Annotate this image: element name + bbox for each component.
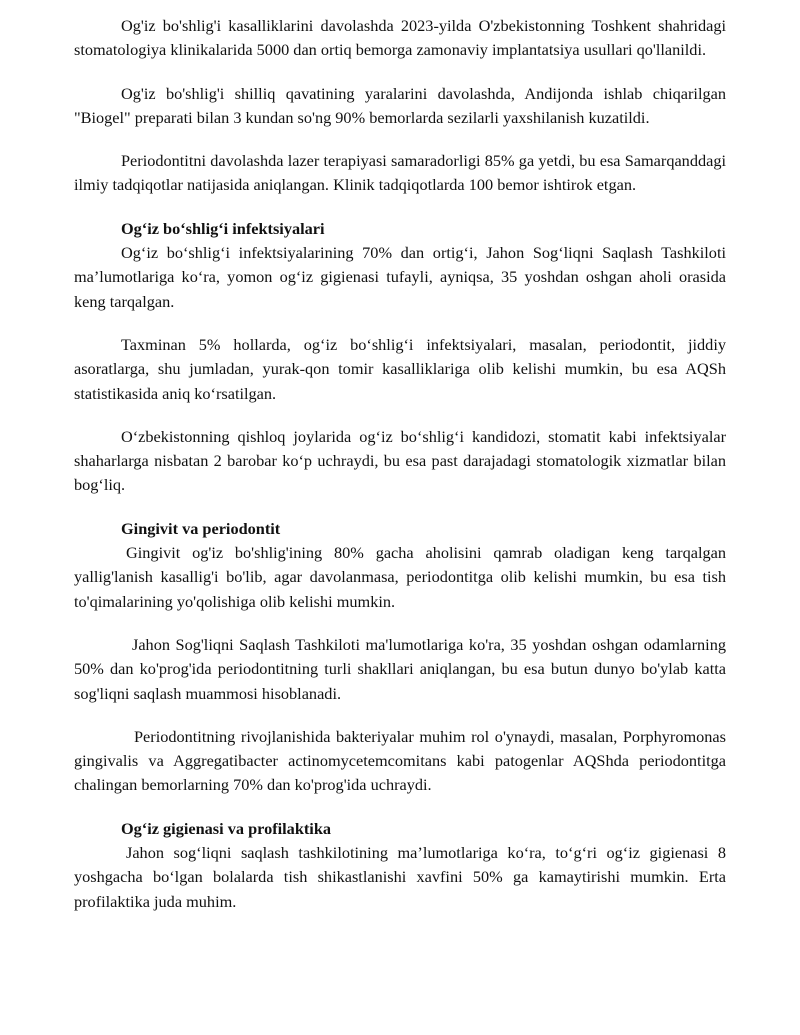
paragraph-biogel: Og'iz bo'shlig'i shilliq qavatining yaralarini davolashda, Andijonda ishlab chiqarilgan "Biogel" preparati bilan 3 kundan so'ng 90% bemorlarda sezilarli yaxshilanish kuzatildi. <box>74 83 726 127</box>
paragraph-periodontitis-who: Jahon Sog'liqni Saqlash Tashkiloti ma'lumotlariga ko'ra, 35 yoshdan oshgan odamlarning 50% dan ko'prog'ida periodontitning turli shakllari aniqlangan, bu esa butun dunyo bo'ylab katta sog'liqni saqlash muammosi hisoblanadi. <box>74 634 726 703</box>
section-heading-gingivitis: Gingivit va periodontit <box>121 518 281 538</box>
section-heading-hygiene: Og‘iz gigienasi va profilaktika <box>121 818 332 838</box>
paragraph-infections-rural: O‘zbekistonning qishloq joylarida og‘iz bo‘shlig‘i kandidozi, stomatit kabi infektsiyalar shaharlarga nisbatan 2 barobar ko‘p uchraydi, bu esa past darajadagi stomatologik xizmatlar bilan bog‘liq. <box>74 426 726 495</box>
section-heading-infections: Og‘iz bo‘shlig‘i infektsiyalari <box>121 218 325 238</box>
paragraph-gingivitis-prevalence: Gingivit og'iz bo'shlig'ining 80% gacha aholisini qamrab oladigan keng tarqalgan yallig'lanish kasallig'i bo'lib, agar davolanmasa, periodontitga olib kelishi mumkin, bu esa tish to'qimalarining yo'qolishiga olib kelishi mumkin. <box>74 543 726 611</box>
paragraph-implants: Og'iz bo'shlig'i kasalliklarini davolashda 2023-yilda O'zbekistonning Toshkent shahridagi stomatologiya klinikalarida 5000 dan ortiq bemorga zamonaviy implantatsiya usullari qo'llanildi. <box>74 16 726 60</box>
paragraph-infections-prevalence: Og‘iz bo‘shlig‘i infektsiyalarining 70% dan ortig‘i, Jahon Sog‘liqni Saqlash Tashkiloti ma’lumotlariga ko‘ra, yomon og‘iz gigienasi tufayli, ayniqsa, 35 yoshdan oshgan aholi orasida keng tarqalgan. <box>74 243 726 311</box>
paragraph-infections-complications: Taxminan 5% hollarda, og‘iz bo‘shlig‘i infektsiyalari, masalan, periodontit, jiddiy asoratlarga, shu jumladan, yurak-qon tomir kasalliklariga olib kelishi mumkin, bu esa AQSh statistikasida aniq ko‘rsatilgan. <box>74 334 726 403</box>
paragraph-laser-therapy: Periodontitni davolashda lazer terapiyasi samaradorligi 85% ga yetdi, bu esa Samarqanddagi ilmiy tadqiqotlar natijasida aniqlangan. Klinik tadqiqotlarda 100 bemor ishtirok etgan. <box>74 151 726 195</box>
document-page <box>74 14 726 914</box>
paragraph-hygiene-prevention: Jahon sog‘liqni saqlash tashkilotining ma’lumotlariga ko‘ra, to‘g‘ri og‘iz gigienasi 8 yoshgacha bo‘lgan bolalarda tish shikastlanishi xavfini 50% ga kamaytirishi mumkin. Erta profilaktika juda muhim. <box>74 843 726 911</box>
paragraph-periodontitis-bacteria: Periodontitning rivojlanishida bakteriyalar muhim rol o'ynaydi, masalan, Porphyromonas gingivalis va Aggregatibacter actinomycetemcomitans kabi patogenlar AQShda periodontitga chalingan bemorlarning 70% dan ko'prog'ida uchraydi. <box>74 726 726 795</box>
